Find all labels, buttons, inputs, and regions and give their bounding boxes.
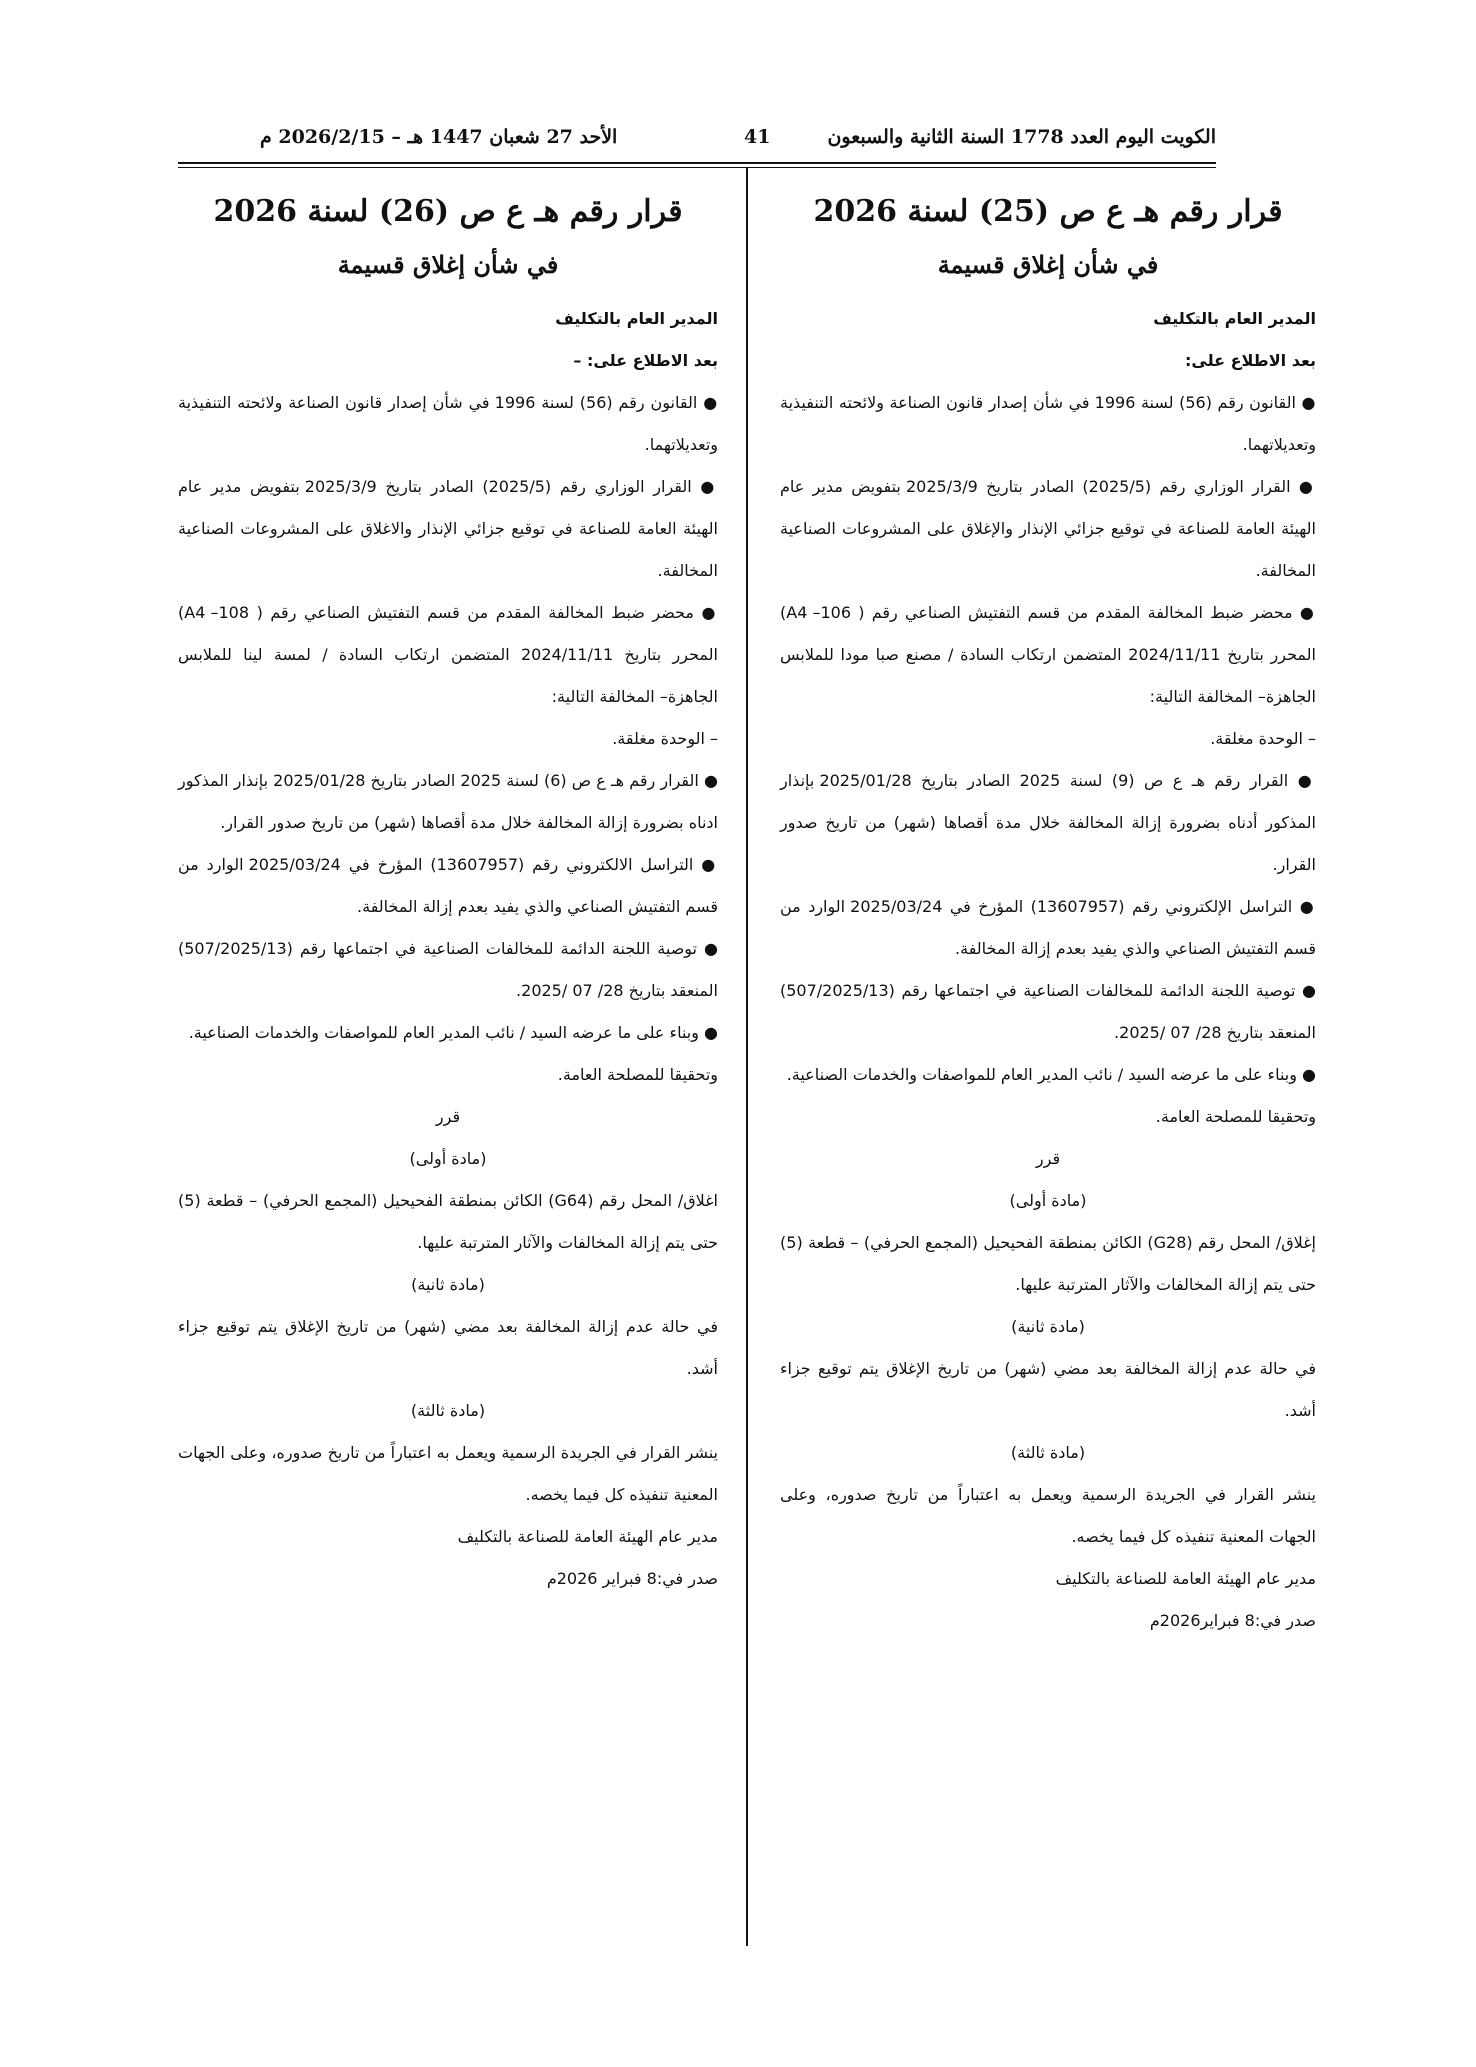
recital-violation-report: ● محضر ضبط المخالفة المقدم من قسم التفتيش الصناعي رقم ( A4 –108) المحرر بتاريخ 2024/11/11 المتضمن ارتكاب السادة / لمسة لينا للملابس الجاهزة– المخالفة التالية: <box>178 603 718 706</box>
article-1-label: (مادة أولى) <box>1009 1191 1087 1210</box>
column-divider <box>746 168 748 1946</box>
article-3-text: ينشر القرار في الجريدة الرسمية ويعمل به اعتباراً من تاريخ صدوره، وعلى الجهات المعنية تنفيذه كل فيما يخصه. <box>780 1485 1316 1546</box>
recital-correspondence: ● التراسل الإلكتروني رقم (13607957) المؤرخ في 2025/03/24 الوارد من قسم التفتيش الصناعي والذي يفيد بعدم إزالة المخالفة. <box>780 897 1317 958</box>
decision-issuer: المدير العام بالتكليف <box>555 309 718 328</box>
header-rule-thick <box>178 162 1216 164</box>
header-page-number: 41 <box>744 126 771 148</box>
article-1-text: إغلاق/ المحل رقم (G28) الكائن بمنطقة الفحيحيل (المجمع الحرفي) – قطعة (5) حتى يتم إزالة المخالفات والآثار المترتبة عليها. <box>780 1233 1317 1294</box>
article-3-text: ينشر القرار في الجريدة الرسمية ويعمل به اعتباراً من تاريخ صدوره، وعلى الجهات المعنية تنفيذه كل فيما يخصه. <box>178 1443 718 1504</box>
article-2-text: في حالة عدم إزالة المخالفة بعد مضي (شهر) من تاريخ الإغلاق يتم توقيع جزاء أشد. <box>780 1359 1316 1420</box>
decision-26-column <box>178 180 718 1600</box>
recital-presentation: ● وبناء على ما عرضه السيد / نائب المدير العام للمواصفات والخدمات الصناعية. <box>786 1065 1316 1084</box>
decision-25-column <box>780 180 1316 1642</box>
article-2-label: (مادة ثانية) <box>411 1275 485 1294</box>
recital-law: ● القانون رقم (56) لسنة 1996 في شأن إصدار قانون الصناعة ولائحته التنفيذية وتعديلاتهما. <box>178 393 718 454</box>
decided-heading: قرر <box>1035 1149 1061 1168</box>
signature-line: مدير عام الهيئة العامة للصناعة بالتكليف <box>457 1527 718 1546</box>
article-2-text: في حالة عدم إزالة المخالفة بعد مضي (شهر) من تاريخ الإغلاق يتم توقيع جزاء أشد. <box>178 1317 718 1378</box>
public-interest-line: وتحقيقا للمصلحة العامة. <box>1155 1107 1316 1126</box>
article-2-label: (مادة ثانية) <box>1011 1317 1085 1336</box>
decision-title: قرار رقم هـ ع ص (25) لسنة 2026 <box>813 194 1283 229</box>
issued-date: صدر في:8 فبراير2026م <box>1149 1611 1316 1630</box>
header-date: الأحد 27 شعبان 1447 هـ – 2026/2/15 م <box>260 126 618 148</box>
recital-correspondence: ● التراسل الالكتروني رقم (13607957) المؤرخ في 2025/03/24 الوارد من قسم التفتيش الصناعي والذي يفيد بعدم إزالة المخالفة. <box>178 855 719 916</box>
recital-ministerial-decision: ● القرار الوزاري رقم (2025/5) الصادر بتاريخ 2025/3/9 بتفويض مدير عام الهيئة العامة للصناعة في توقيع جزائي الإنذار والاغلاق على المشروعات الصناعية المخالفة. <box>178 477 718 580</box>
header-issue-info: الكويت اليوم العدد 1778 السنة الثانية والسبعون <box>827 126 1216 148</box>
article-1-label: (مادة أولى) <box>409 1149 487 1168</box>
recital-committee-recommendation: ● توصية اللجنة الدائمة للمخالفات الصناعية في اجتماعها رقم (507/2025/13) المنعقد بتاريخ 28/ 07 /2025. <box>780 981 1316 1042</box>
signature-line: مدير عام الهيئة العامة للصناعة بالتكليف <box>1055 1569 1316 1588</box>
recital-ministerial-decision: ● القرار الوزاري رقم (2025/5) الصادر بتاريخ 2025/3/9 بتفويض مدير عام الهيئة العامة للصناعة في توقيع جزائي الإنذار والإغلاق على المشروعات الصناعية المخالفة. <box>780 477 1317 580</box>
recital-violation-item: – الوحدة مغلقة. <box>612 729 718 748</box>
recital-committee-recommendation: ● توصية اللجنة الدائمة للمخالفات الصناعية في اجتماعها رقم (507/2025/13) المنعقد بتاريخ 28/ 07 /2025. <box>178 939 718 1000</box>
recital-warning-decision: ● القرار رقم هـ ع ص (6) لسنة 2025 الصادر بتاريخ 2025/01/28 بإنذار المذكور ادناه بضرورة إزالة المخالفة خلال مدة أقصاها (شهر) من تاريخ صدور القرار. <box>178 771 719 832</box>
recital-law: ● القانون رقم (56) لسنة 1996 في شأن إصدار قانون الصناعة ولائحته التنفيذية وتعديلاتهما. <box>780 393 1316 454</box>
article-3-label: (مادة ثالثة) <box>410 1401 486 1420</box>
recital-violation-report: ● محضر ضبط المخالفة المقدم من قسم التفتيش الصناعي رقم ( A4 –106) المحرر بتاريخ 2024/11/11 المتضمن ارتكاب السادة / مصنع صبا مودا للملابس الجاهزة– المخالفة التالية: <box>780 603 1316 706</box>
recital-violation-item: – الوحدة مغلقة. <box>1210 729 1316 748</box>
issued-date: صدر في:8 فبراير 2026م <box>546 1569 718 1588</box>
decided-heading: قرر <box>435 1107 461 1126</box>
decision-intro: بعد الاطلاع على: – <box>573 351 718 370</box>
decision-intro: بعد الاطلاع على: <box>1184 351 1316 370</box>
article-3-label: (مادة ثالثة) <box>1010 1443 1086 1462</box>
page-header <box>178 122 1216 158</box>
public-interest-line: وتحقيقا للمصلحة العامة. <box>557 1065 718 1084</box>
decision-issuer: المدير العام بالتكليف <box>1153 309 1316 328</box>
recital-presentation: ● وبناء على ما عرضه السيد / نائب المدير العام للمواصفات والخدمات الصناعية. <box>188 1023 718 1042</box>
decision-subtitle: في شأن إغلاق قسيمة <box>337 250 559 279</box>
header-rule-thin <box>178 167 1216 168</box>
article-1-text: اغلاق/ المحل رقم (G64) الكائن بمنطقة الفحيحيل (المجمع الحرفي) – قطعة (5) حتى يتم إزالة المخالفات والآثار المترتبة عليها. <box>178 1191 719 1252</box>
recital-warning-decision: ● القرار رقم هـ ع ص (9) لسنة 2025 الصادر بتاريخ 2025/01/28 بإنذار المذكور أدناه بضرورة إزالة المخالفة خلال مدة أقصاها (شهر) من تاريخ صدور القرار. <box>780 771 1317 874</box>
decision-title: قرار رقم هـ ع ص (26) لسنة 2026 <box>213 194 683 229</box>
decision-subtitle: في شأن إغلاق قسيمة <box>937 250 1159 279</box>
